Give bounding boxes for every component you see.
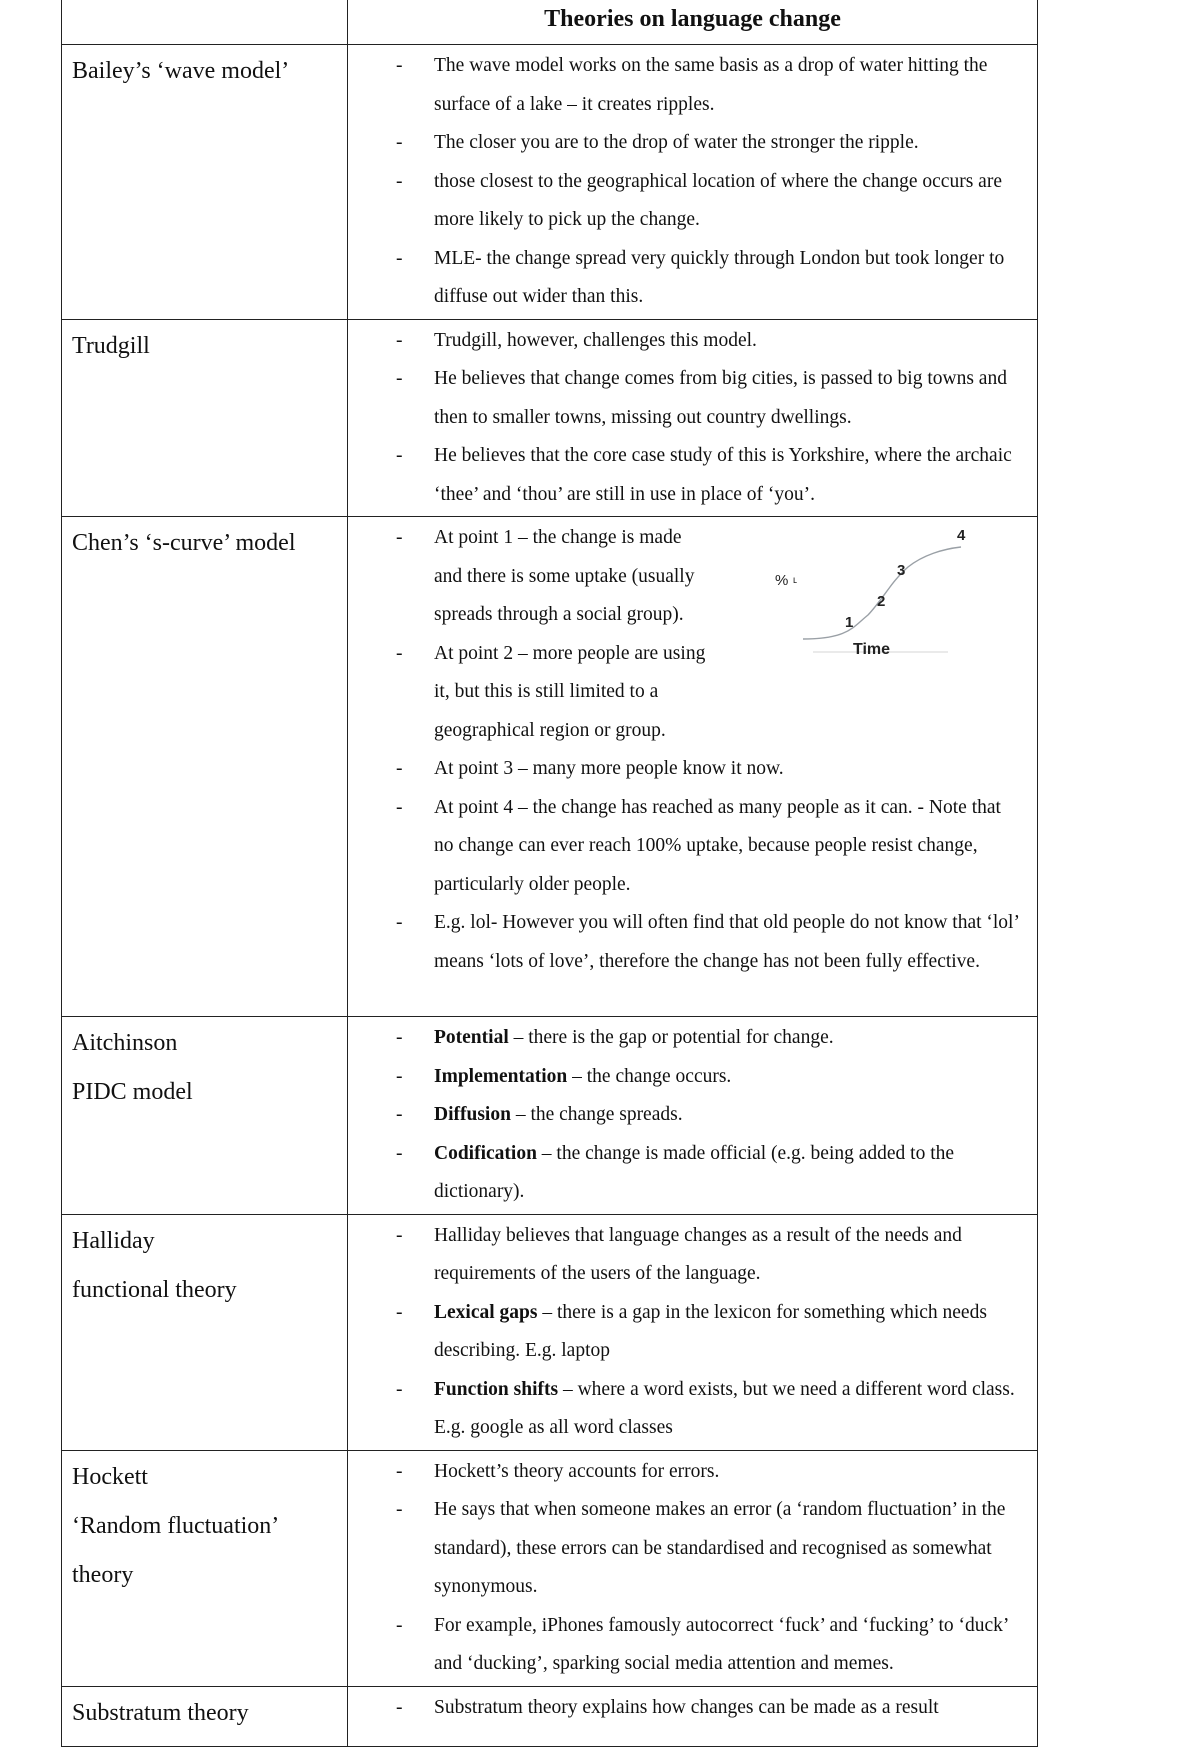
point-label-2: 2 <box>877 593 886 610</box>
theory-name-cell <box>62 45 348 320</box>
bullet-text: Hockett’s theory accounts for errors. <box>434 1460 720 1482</box>
theory-name-line: functional theory <box>72 1276 237 1303</box>
theory-description-cell <box>348 1017 1038 1215</box>
bullet-item <box>348 789 1025 905</box>
bullet-item <box>348 750 1025 789</box>
bullet-item <box>348 360 1025 437</box>
bullet-text: He says that when someone makes an error (a ‘random fluctuation’ in the standard), these errors can be standardised and recognised as somewhat synonymous. <box>434 1499 1006 1597</box>
point-label-4: 4 <box>957 527 966 544</box>
bullet-list <box>348 320 1037 517</box>
bullet-text: At point 4 – the change has reached as many people as it can. - Note that no change can ever reach 100% uptake, because people resist change, particularly older people. <box>434 796 1001 895</box>
bullet-text: Trudgill, however, challenges this model. <box>434 329 757 351</box>
theory-name <box>62 1687 347 1738</box>
theory-name-line: Chen’s ‘s-curve’ model <box>72 530 296 556</box>
theory-description-cell <box>348 1686 1038 1746</box>
theory-name-cell <box>62 517 348 1017</box>
bullet-text: – there is a gap in the lexicon for something which needs describing. E.g. laptop <box>434 1301 987 1361</box>
bullet-item <box>348 1135 1025 1212</box>
bullet-list <box>348 45 1037 319</box>
bullet-item <box>348 322 1025 361</box>
bullet-text: those closest to the geographical location of where the change occurs are more likely to pick up the change. <box>434 170 1002 230</box>
theories-table <box>61 0 1038 1747</box>
bullet-item <box>348 437 1025 514</box>
bullet-term: Codification <box>434 1142 537 1164</box>
bullet-item <box>348 163 1025 240</box>
bullet-item <box>348 124 1025 163</box>
bullet-item <box>348 1294 1025 1371</box>
theory-description-cell <box>348 1214 1038 1450</box>
bullet-text: At point 3 – many more people know it now. <box>434 758 784 779</box>
bullet-term: Potential <box>434 1027 509 1048</box>
theory-name-line: ‘Random fluctuation’ <box>72 1512 280 1539</box>
theory-name-line: Aitchinson <box>72 1030 178 1056</box>
bullet-line: - At point 2 – more people are using <box>434 642 706 664</box>
bullet-term: Function shifts <box>434 1378 559 1400</box>
theory-name <box>62 1017 347 1117</box>
theory-name-line: Trudgill <box>72 332 150 359</box>
theory-name-line: Substratum theory <box>72 1699 249 1726</box>
bullet-item <box>348 1689 1025 1728</box>
bullet-item <box>348 1491 1025 1607</box>
bullet-item <box>348 47 1025 124</box>
theory-name-cell <box>62 1214 348 1450</box>
theory-name <box>62 320 347 371</box>
theory-name-line: theory <box>72 1561 134 1588</box>
bullet-item <box>348 1607 1025 1684</box>
theory-name <box>62 1215 347 1315</box>
theory-row-trudgill <box>62 319 1038 517</box>
theory-name-cell <box>62 1017 348 1215</box>
theory-row-substratum <box>62 1686 1038 1746</box>
bullet-text: The wave model works on the same basis as a drop of water hitting the surface of a lake – it creates ripples. <box>434 55 988 115</box>
bullet-line: geographical region or group. <box>434 719 666 741</box>
bullet-text: – there is the gap or potential for change. <box>508 1027 834 1048</box>
table-header-row <box>62 0 1038 45</box>
bullet-list <box>348 1451 1037 1686</box>
bullet-text: – the change spreads. <box>510 1104 683 1125</box>
bullet-item <box>348 1096 1025 1135</box>
s-curve-figure <box>775 527 1023 677</box>
bullet-item <box>348 1019 1025 1058</box>
bullet-text: – the change is made official (e.g. being added to the dictionary). <box>434 1142 955 1202</box>
theory-name <box>62 517 347 568</box>
theory-name-cell <box>62 319 348 517</box>
theory-name <box>62 1451 347 1600</box>
bullet-text: He believes that the core case study of this is Yorkshire, where the archaic ‘thee’ and ‘thou’ are still in use in place of ‘you’. <box>434 445 1012 505</box>
theory-description-cell <box>348 517 1038 1017</box>
bullet-text: – where a word exists, but we need a different word class. E.g. google as all word classes <box>434 1378 1015 1438</box>
bullet-line: - At point 1 – the change is made <box>434 527 682 548</box>
theory-name-line: PIDC model <box>72 1079 193 1105</box>
bullet-term: Lexical gaps <box>434 1301 538 1323</box>
point-label-3: 3 <box>897 562 906 579</box>
x-axis-label: Time <box>853 641 891 658</box>
bullet-text: MLE- the change spread very quickly through London but took longer to diffuse out wider than this. <box>434 247 1005 307</box>
bullet-term: Implementation <box>434 1065 568 1087</box>
bullet-item <box>348 1217 1025 1294</box>
theory-row-bailey <box>62 45 1038 320</box>
bullet-text: E.g. lol- However you will often find that old people do not know that ‘lol’ means ‘lots of love’, therefore the change has not been fully effective. <box>434 912 1019 972</box>
theory-description-cell <box>348 1450 1038 1686</box>
theory-row-halliday <box>62 1214 1038 1450</box>
header-empty-cell <box>62 0 348 45</box>
theory-name-cell <box>62 1686 348 1746</box>
bullet-text: Halliday believes that language changes as a result of the needs and requirements of the users of the language. <box>434 1224 962 1284</box>
bullet-line: and there is some uptake (usually <box>434 565 695 587</box>
y-axis-mark: ʟ <box>793 575 798 586</box>
bullet-item <box>348 1371 1025 1448</box>
bullet-item <box>348 1058 1025 1097</box>
bullet-text: Substratum theory explains how changes can be made as a result <box>434 1696 939 1718</box>
y-axis-label: % <box>775 572 789 589</box>
point-label-1: 1 <box>845 614 854 631</box>
table-title: Theories on language change <box>348 0 1038 45</box>
theory-name-line: Hockett <box>72 1463 148 1490</box>
bullet-list <box>348 1017 1037 1214</box>
theory-description-cell <box>348 45 1038 320</box>
bullet-text: He believes that change comes from big cities, is passed to big towns and then to smaller towns, missing out country dwellings. <box>434 368 1007 428</box>
bullet-text: The closer you are to the drop of water the stronger the ripple. <box>434 132 919 153</box>
bullet-text: For example, iPhones famously autocorrect ‘fuck’ and ‘fucking’ to ‘duck’ and ‘ducking’, sparking social media attention and memes. <box>434 1614 1008 1674</box>
theory-description-cell <box>348 319 1038 517</box>
bullet-list <box>348 1687 1037 1730</box>
theory-row-aitchinson <box>62 1017 1038 1215</box>
bullet-text: – the change occurs. <box>567 1065 732 1087</box>
theory-name <box>62 45 347 96</box>
bullet-item <box>348 1453 1025 1492</box>
theory-name-cell <box>62 1450 348 1686</box>
bullet-line: spreads through a social group). <box>434 604 684 625</box>
theory-name-line: Bailey’s ‘wave model’ <box>72 58 290 84</box>
bullet-item <box>348 904 1025 981</box>
bullet-line: it, but this is still limited to a <box>434 681 659 702</box>
theory-name-line: Halliday <box>72 1227 155 1254</box>
bullet-list <box>348 1215 1037 1450</box>
theory-row-hockett <box>62 1450 1038 1686</box>
bullet-item <box>348 240 1025 317</box>
bullet-term: Diffusion <box>434 1104 511 1125</box>
theory-row-chen <box>62 517 1038 1017</box>
